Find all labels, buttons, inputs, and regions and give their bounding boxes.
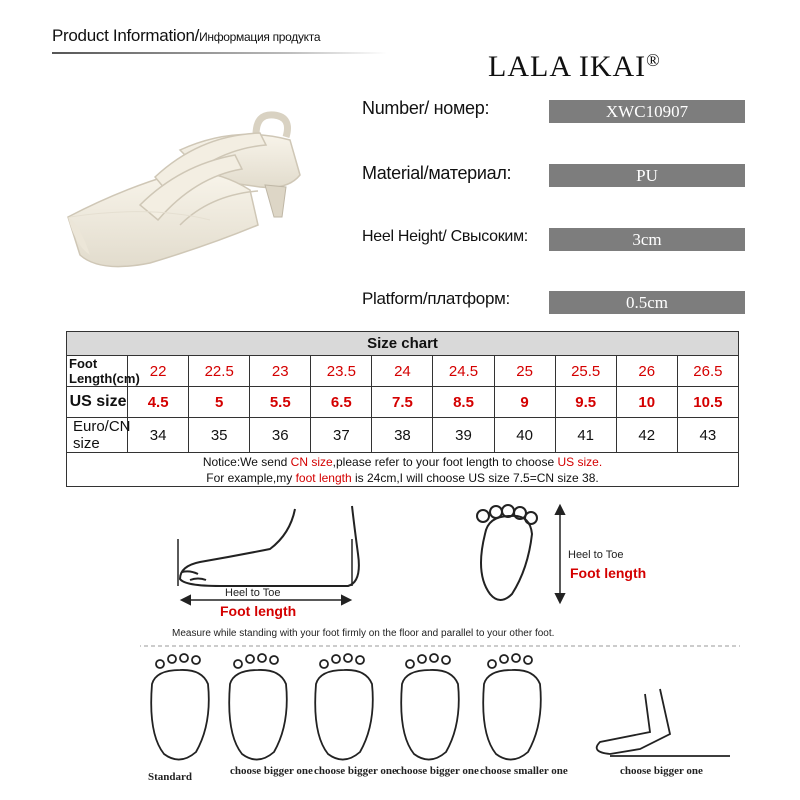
spec-platform-label: Platform/платформ:: [362, 289, 510, 308]
notice-line-1: [67, 454, 738, 470]
table-cell: 39: [433, 418, 494, 453]
table-cell: 6.5: [311, 387, 372, 418]
foot-types-illustration: [151, 654, 730, 760]
table-cell: 35: [189, 418, 250, 453]
brand-logo: [488, 50, 661, 84]
table-cell: 26.5: [677, 356, 738, 387]
page-header: [52, 26, 320, 46]
row-label-us-size: US size: [67, 387, 128, 418]
notice-highlight: foot length: [295, 470, 352, 485]
table-row-foot-length: [67, 356, 739, 387]
table-cell: 7.5: [372, 387, 433, 418]
table-cell: 5: [189, 387, 250, 418]
top-foot-length-label: Foot length: [570, 565, 647, 581]
top-foot-illustration: [477, 505, 564, 602]
spec-number-label: Number/ номер:: [362, 98, 490, 118]
measure-instruction: Measure while standing with your foot firmly on the floor and parallel to your other foot.: [172, 628, 555, 639]
table-cell: 4.5: [128, 387, 189, 418]
foot-type-label: choose bigger one: [230, 765, 313, 777]
table-cell: 9.5: [555, 387, 616, 418]
top-heel-to-toe-label: Heel to Toe: [568, 549, 624, 561]
table-cell: 23.5: [311, 356, 372, 387]
foot-type-label: choose smaller one: [480, 765, 568, 777]
notice-text: ,please refer to your foot length to choose: [332, 454, 558, 469]
foot-type-label: choose bigger one: [314, 765, 397, 777]
table-cell: 9: [494, 387, 555, 418]
row-label-euro-cn-size: Euro/CN size: [67, 418, 128, 453]
table-cell: 25: [494, 356, 555, 387]
table-cell: 42: [616, 418, 677, 453]
table-cell: 34: [128, 418, 189, 453]
brand-name: LALA IKAI: [488, 50, 647, 83]
row-label-foot-length: Foot Length(cm): [67, 356, 128, 387]
shoe-product-image: [60, 95, 350, 280]
notice-text: For example,my: [206, 470, 296, 485]
spec-heel-height-label: Heel Height/ Свысоким:: [362, 228, 528, 245]
table-cell: 36: [250, 418, 311, 453]
size-notice: [67, 453, 739, 487]
notice-highlight: CN size: [290, 454, 333, 469]
table-cell: 43: [677, 418, 738, 453]
table-cell: 40: [494, 418, 555, 453]
table-cell: 24: [372, 356, 433, 387]
table-cell: 22.5: [189, 356, 250, 387]
foot-measurement-guide: [140, 494, 760, 800]
foot-type-label: Standard: [148, 771, 193, 783]
header-title-ru: Информация продукта: [199, 30, 321, 44]
table-row-euro-cn-size: [67, 418, 739, 453]
notice-text: is 24cm,I will choose US size 7.5=CN size 38.: [351, 470, 599, 485]
spec-material-value: PU: [549, 164, 745, 187]
table-cell: 41: [555, 418, 616, 453]
side-foot-length-label: Foot length: [220, 603, 297, 619]
side-heel-to-toe-label: Heel to Toe: [225, 587, 281, 599]
spec-number-value: XWC10907: [549, 100, 745, 123]
foot-type-label: choose bigger one: [620, 765, 703, 777]
table-cell: 37: [311, 418, 372, 453]
table-cell: 38: [372, 418, 433, 453]
table-cell: 26: [616, 356, 677, 387]
table-cell: 10.5: [677, 387, 738, 418]
spec-material-label: Material/материал:: [362, 163, 512, 183]
table-cell: 5.5: [250, 387, 311, 418]
table-row-us-size: [67, 387, 739, 418]
table-cell: 23: [250, 356, 311, 387]
table-cell: 25.5: [555, 356, 616, 387]
spec-platform-value: 0.5cm: [549, 291, 745, 314]
registered-mark: ®: [646, 50, 661, 70]
table-cell: 8.5: [433, 387, 494, 418]
size-chart-table: [66, 331, 739, 487]
header-title-en: Product Information/: [52, 26, 200, 45]
spec-heel-height-value: 3cm: [549, 228, 745, 251]
foot-type-label: choose bigger one: [396, 765, 479, 777]
notice-line-2: [67, 470, 738, 486]
notice-highlight: US size.: [557, 454, 603, 469]
notice-text: Notice:We send: [202, 454, 291, 469]
table-cell: 10: [616, 387, 677, 418]
table-cell: 24.5: [433, 356, 494, 387]
table-cell: 22: [128, 356, 189, 387]
header-underline: [52, 52, 387, 54]
size-chart-title: Size chart: [67, 332, 739, 356]
